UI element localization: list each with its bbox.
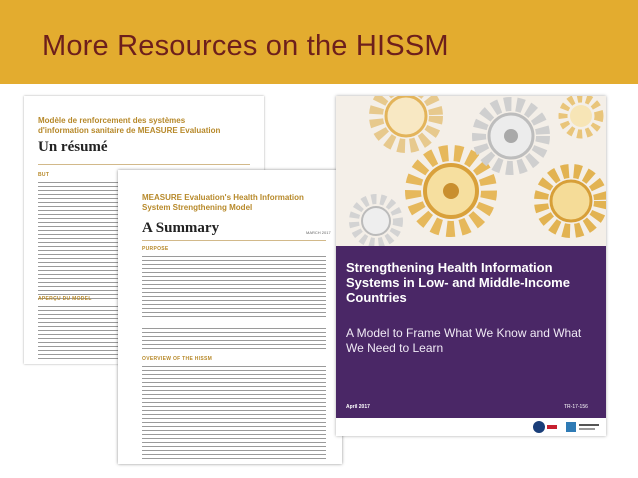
doc-french-body-text	[38, 306, 122, 362]
doc-summary-body-text	[142, 328, 326, 352]
divider	[142, 240, 326, 241]
slide-title: More Resources on the HISSM	[42, 30, 449, 62]
doc-summary-body-text	[142, 366, 326, 462]
report-date: April 2017	[346, 404, 370, 410]
cover-footer	[336, 418, 606, 436]
doc-french-header	[38, 116, 258, 156]
gears-illustration	[336, 96, 606, 246]
report-cover	[336, 96, 606, 436]
document-hissm-summary	[118, 170, 342, 464]
doc-french-section-heading: BUT	[38, 172, 50, 178]
report-code: TR-17-156	[564, 404, 588, 410]
doc-french-body-text	[38, 182, 122, 302]
report-title: Strengthening Health Information Systems in Low- and Middle-Income Countries	[346, 260, 570, 305]
doc-summary-date: MARCH 2017	[306, 230, 331, 235]
cover-title-panel	[336, 246, 606, 418]
measure-evaluation-logo-icon	[564, 420, 600, 434]
doc-french-section-heading: APERÇU DU MODEL	[38, 296, 92, 302]
usaid-logo-icon	[532, 420, 558, 434]
doc-french-title: Un résumé	[38, 139, 108, 155]
doc-summary-title: A Summary	[142, 220, 220, 236]
divider	[38, 164, 250, 165]
doc-summary-section-heading: PURPOSE	[142, 246, 169, 252]
doc-french-subtitle: Modèle de renforcement des systèmes d'information sanitaire de MEASURE Evaluation	[38, 116, 221, 135]
doc-summary-section-heading: OVERVIEW OF THE HISSM	[142, 356, 213, 362]
doc-summary-body-text	[142, 256, 326, 320]
report-subtitle: A Model to Frame What We Know and What We Need to Learn	[346, 326, 582, 355]
slide-header	[0, 0, 638, 84]
doc-summary-subtitle: MEASURE Evaluation's Health Information System Strengthening Model	[142, 193, 304, 212]
